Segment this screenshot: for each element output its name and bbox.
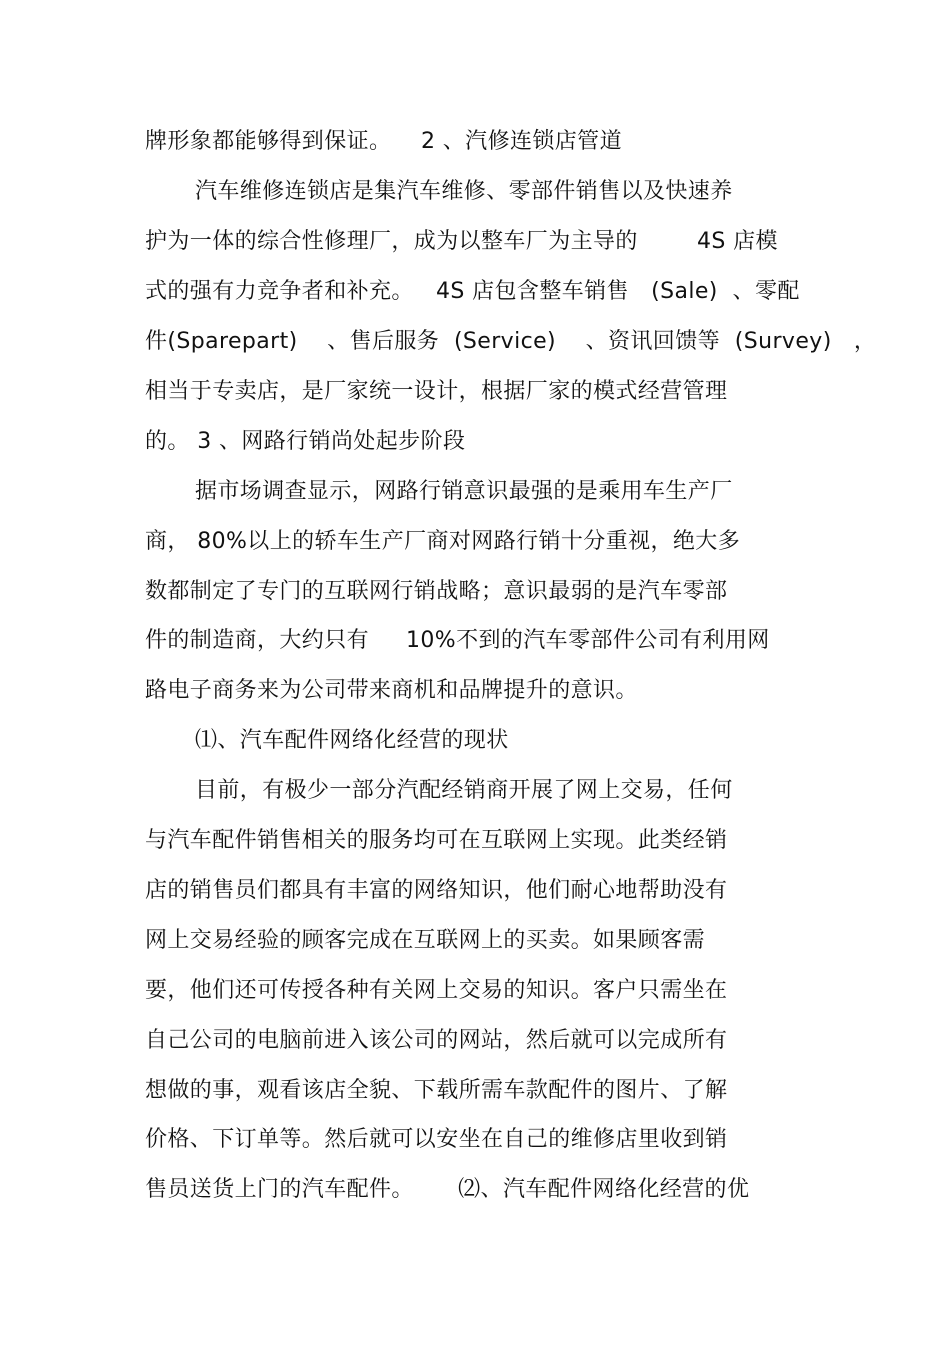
text-line: 件(Sparepart) 、售后服务 (Service) 、资讯回馈等 (Survey) ， [145, 329, 877, 354]
text-line: 汽车维修连锁店是集汽车维修、零部件销售以及快速养 [195, 179, 733, 204]
text-line: 自己公司的电脑前进入该公司的网站，然后就可以完成所有 [145, 1028, 728, 1053]
section-heading: ⑴、汽车配件网络化经营的现状 [195, 728, 509, 753]
text-line: 要，他们还可传授各种有关网上交易的知识。客户只需坐在 [145, 978, 728, 1003]
text-line: 件的制造商，大约只有 10%不到的汽车零部件公司有利用网 [145, 628, 770, 653]
text-line: 目前，有极少一部分汽配经销商开展了网上交易，任何 [195, 778, 733, 803]
text-line: 护为一体的综合性修理厂，成为以整车厂为主导的 4S 店模 [145, 229, 778, 254]
text-line: 式的强有力竞争者和补充。 4S 店包含整车销售 (Sale) 、零配 [145, 279, 800, 304]
text-line: 与汽车配件销售相关的服务均可在互联网上实现。此类经销 [145, 828, 728, 853]
text-line: 想做的事，观看该店全貌、下载所需车款配件的图片、了解 [145, 1078, 728, 1103]
text-line: 路电子商务来为公司带来商机和品牌提升的意识。 [145, 678, 638, 703]
text-line: 售员送货上门的汽车配件。 ⑵、汽车配件网络化经营的优 [145, 1177, 750, 1202]
text-line: 价格、下订单等。然后就可以安坐在自己的维修店里收到销 [145, 1127, 728, 1152]
text-line: 店的销售员们都具有丰富的网络知识，他们耐心地帮助没有 [145, 878, 728, 903]
text-line: 据市场调查显示，网路行销意识最强的是乘用车生产厂 [195, 479, 733, 504]
text-line: 网上交易经验的顾客完成在互联网上的买卖。如果顾客需 [145, 928, 706, 953]
text-line: 数都制定了专门的互联网行销战略；意识最弱的是汽车零部 [145, 579, 728, 604]
text-line: 的。 3 、网路行销尚处起步阶段 [145, 429, 466, 454]
text-line: 商， 80%以上的轿车生产厂商对网路行销十分重视，绝大多 [145, 529, 741, 554]
text-line: 相当于专卖店，是厂家统一设计，根据厂家的模式经营管理 [145, 379, 728, 404]
text-line: 牌形象都能够得到保证。 2 、汽修连锁店管道 [145, 129, 622, 154]
